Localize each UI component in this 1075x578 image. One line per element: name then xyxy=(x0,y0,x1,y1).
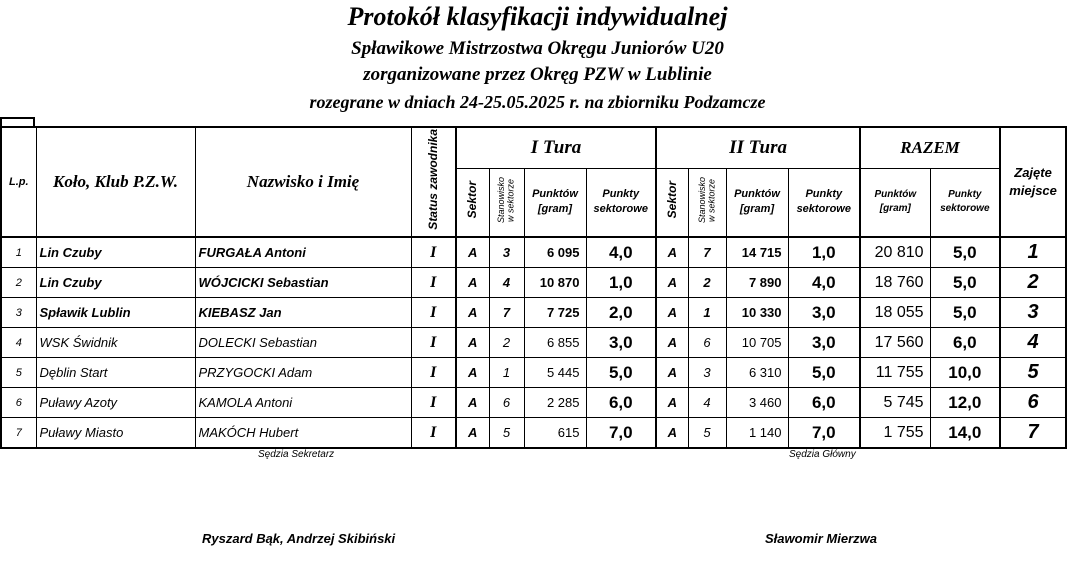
cell-s2: A xyxy=(656,298,688,328)
cell-klub: Spławik Lublin xyxy=(36,298,195,328)
cell-s1: A xyxy=(456,358,489,388)
cell-ps2: 3,0 xyxy=(788,328,860,358)
cell-ps2: 5,0 xyxy=(788,358,860,388)
header-razem-punkty-sektorowe: Punkty sektorowe xyxy=(930,168,1000,237)
header-klub: Koło, Klub P.Z.W. xyxy=(36,127,195,237)
cell-st1: 1 xyxy=(489,358,524,388)
header-punktow-1: Punktów [gram] xyxy=(524,168,586,237)
header-tura-2: II Tura xyxy=(656,127,860,168)
glowny-label: Sędzia Główny xyxy=(789,449,856,460)
header-zajete-miejsce: Zajęte miejsce xyxy=(1000,127,1066,237)
cell-ps2: 4,0 xyxy=(788,268,860,298)
header-punkty-sektorowe-2: Punkty sektorowe xyxy=(788,168,860,237)
cell-status: I xyxy=(411,388,456,418)
cell-rp: 18 760 xyxy=(860,268,930,298)
glowny-name: Sławomir Mierzwa xyxy=(765,531,877,546)
table-row xyxy=(1,358,1066,388)
header-punktow-2: Punktów [gram] xyxy=(726,168,788,237)
table-row xyxy=(1,298,1066,328)
cell-p2: 3 460 xyxy=(726,388,788,418)
cell-lp: 1 xyxy=(1,237,36,268)
cell-st2: 6 xyxy=(688,328,726,358)
cell-rps: 5,0 xyxy=(930,237,1000,268)
cell-p1: 2 285 xyxy=(524,388,586,418)
cell-ps1: 6,0 xyxy=(586,388,656,418)
cell-s2: A xyxy=(656,237,688,268)
cell-nazwisko: PRZYGOCKI Adam xyxy=(195,358,411,388)
cell-p2: 10 330 xyxy=(726,298,788,328)
cell-st2: 7 xyxy=(688,237,726,268)
active-cell-marker[interactable] xyxy=(0,117,35,126)
cell-rps: 5,0 xyxy=(930,268,1000,298)
subtitle-dates: rozegrane w dniach 24-25.05.2025 r. na zbiorniku Podzamcze xyxy=(309,92,766,112)
cell-p2: 6 310 xyxy=(726,358,788,388)
table-row xyxy=(1,268,1066,298)
subtitle-competition: Spławikowe Mistrzostwa Okręgu Juniorów U20 xyxy=(351,38,724,59)
header-tura-1: I Tura xyxy=(456,127,656,168)
cell-rp: 20 810 xyxy=(860,237,930,268)
cell-rp: 5 745 xyxy=(860,388,930,418)
cell-klub: Lin Czuby xyxy=(36,268,195,298)
cell-miejsce: 7 xyxy=(1000,418,1066,449)
cell-miejsce: 2 xyxy=(1000,268,1066,298)
cell-rp: 18 055 xyxy=(860,298,930,328)
cell-ps2: 6,0 xyxy=(788,388,860,418)
header-stanowisko-2: Stanowisko w sektorze xyxy=(688,168,726,237)
cell-klub: Puławy Azoty xyxy=(36,388,195,418)
cell-ps1: 5,0 xyxy=(586,358,656,388)
cell-status: I xyxy=(411,328,456,358)
cell-ps1: 3,0 xyxy=(586,328,656,358)
cell-lp: 7 xyxy=(1,418,36,449)
cell-p1: 10 870 xyxy=(524,268,586,298)
cell-rps: 12,0 xyxy=(930,388,1000,418)
table-row xyxy=(1,328,1066,358)
table-row xyxy=(1,388,1066,418)
cell-lp: 2 xyxy=(1,268,36,298)
cell-status: I xyxy=(411,237,456,268)
cell-st1: 2 xyxy=(489,328,524,358)
sekretarz-label: Sędzia Sekretarz xyxy=(258,449,335,460)
cell-rps: 6,0 xyxy=(930,328,1000,358)
cell-st1: 5 xyxy=(489,418,524,449)
cell-klub: Dęblin Start xyxy=(36,358,195,388)
cell-s1: A xyxy=(456,298,489,328)
cell-p1: 615 xyxy=(524,418,586,449)
cell-nazwisko: WÓJCICKI Sebastian xyxy=(195,268,411,298)
cell-rp: 17 560 xyxy=(860,328,930,358)
cell-st1: 4 xyxy=(489,268,524,298)
cell-ps2: 1,0 xyxy=(788,237,860,268)
cell-s2: A xyxy=(656,418,688,449)
cell-s1: A xyxy=(456,418,489,449)
sekretarz-name: Ryszard Bąk, Andrzej Skibiński xyxy=(202,531,396,546)
cell-s2: A xyxy=(656,328,688,358)
cell-ps2: 3,0 xyxy=(788,298,860,328)
cell-s1: A xyxy=(456,388,489,418)
cell-lp: 5 xyxy=(1,358,36,388)
cell-p1: 6 095 xyxy=(524,237,586,268)
cell-miejsce: 3 xyxy=(1000,298,1066,328)
table-row xyxy=(1,418,1066,449)
cell-rps: 14,0 xyxy=(930,418,1000,449)
cell-st2: 1 xyxy=(688,298,726,328)
header-lp: L.p. xyxy=(1,127,36,237)
cell-status: I xyxy=(411,298,456,328)
cell-status: I xyxy=(411,418,456,449)
cell-ps1: 2,0 xyxy=(586,298,656,328)
cell-s1: A xyxy=(456,237,489,268)
cell-s2: A xyxy=(656,358,688,388)
page-title: Protokół klasyfikacji indywidualnej xyxy=(347,2,728,31)
cell-rp: 1 755 xyxy=(860,418,930,449)
cell-lp: 3 xyxy=(1,298,36,328)
cell-p2: 1 140 xyxy=(726,418,788,449)
cell-nazwisko: KIEBASZ Jan xyxy=(195,298,411,328)
cell-lp: 6 xyxy=(1,388,36,418)
cell-nazwisko: KAMOLA Antoni xyxy=(195,388,411,418)
cell-nazwisko: FURGAŁA Antoni xyxy=(195,237,411,268)
cell-ps1: 7,0 xyxy=(586,418,656,449)
cell-rps: 5,0 xyxy=(930,298,1000,328)
cell-st1: 6 xyxy=(489,388,524,418)
cell-s1: A xyxy=(456,268,489,298)
cell-miejsce: 4 xyxy=(1000,328,1066,358)
cell-klub: Lin Czuby xyxy=(36,237,195,268)
cell-st1: 3 xyxy=(489,237,524,268)
cell-st2: 4 xyxy=(688,388,726,418)
header-sektor-1: Sektor xyxy=(456,168,489,237)
cell-st1: 7 xyxy=(489,298,524,328)
table-row xyxy=(1,237,1066,268)
header-sektor-2: Sektor xyxy=(656,168,688,237)
cell-ps1: 4,0 xyxy=(586,237,656,268)
cell-s2: A xyxy=(656,388,688,418)
subtitle-organizer: zorganizowane przez Okręg PZW w Lublinie xyxy=(363,64,712,85)
cell-rps: 10,0 xyxy=(930,358,1000,388)
cell-ps2: 7,0 xyxy=(788,418,860,449)
cell-klub: Puławy Miasto xyxy=(36,418,195,449)
header-status: Status zawodnika xyxy=(411,127,456,237)
header-nazwisko: Nazwisko i Imię xyxy=(195,127,411,237)
cell-p2: 10 705 xyxy=(726,328,788,358)
cell-ps1: 1,0 xyxy=(586,268,656,298)
cell-nazwisko: DOLECKI Sebastian xyxy=(195,328,411,358)
cell-p2: 7 890 xyxy=(726,268,788,298)
cell-st2: 5 xyxy=(688,418,726,449)
cell-p1: 6 855 xyxy=(524,328,586,358)
cell-nazwisko: MAKÓCH Hubert xyxy=(195,418,411,449)
cell-rp: 11 755 xyxy=(860,358,930,388)
header-punkty-sektorowe-1: Punkty sektorowe xyxy=(586,168,656,237)
cell-st2: 3 xyxy=(688,358,726,388)
cell-p1: 5 445 xyxy=(524,358,586,388)
cell-lp: 4 xyxy=(1,328,36,358)
cell-st2: 2 xyxy=(688,268,726,298)
cell-p1: 7 725 xyxy=(524,298,586,328)
classification-table xyxy=(0,126,1067,449)
cell-miejsce: 6 xyxy=(1000,388,1066,418)
cell-klub: WSK Świdnik xyxy=(36,328,195,358)
header-razem: RAZEM xyxy=(860,127,1000,168)
header-razem-punktow: Punktów [gram] xyxy=(860,168,930,237)
cell-s2: A xyxy=(656,268,688,298)
cell-miejsce: 5 xyxy=(1000,358,1066,388)
cell-p2: 14 715 xyxy=(726,237,788,268)
cell-miejsce: 1 xyxy=(1000,237,1066,268)
cell-status: I xyxy=(411,268,456,298)
header-stanowisko-1: Stanowisko w sektorze xyxy=(489,168,524,237)
cell-s1: A xyxy=(456,328,489,358)
cell-status: I xyxy=(411,358,456,388)
